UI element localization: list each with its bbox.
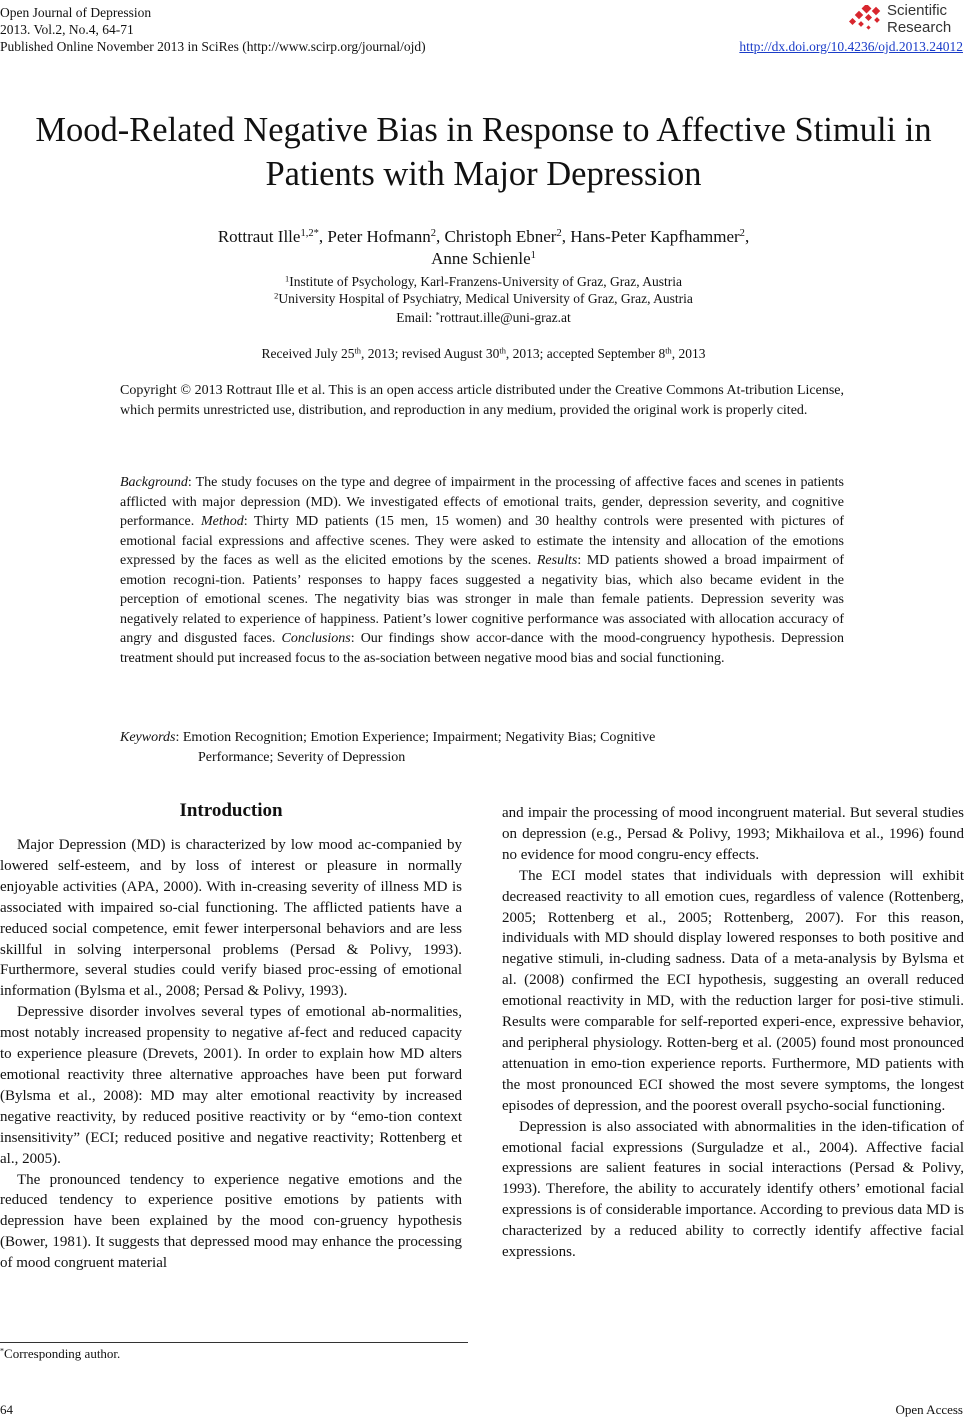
page-number: 64	[0, 1402, 13, 1417]
date-revised: , 2013; revised August 30	[361, 346, 500, 361]
email-address: rottraut.ille@uni-graz.at	[439, 310, 571, 325]
doi-link[interactable]: http://dx.doi.org/10.4236/ojd.2013.24012	[739, 39, 963, 54]
keywords-label: Keywords	[120, 730, 176, 745]
affiliation-2-sup: 2	[274, 291, 279, 301]
email-line	[0, 308, 967, 328]
keywords	[120, 728, 844, 767]
paragraph: The pronounced tendency to experience negative emotions and the reduced tendency to experience positive emotions by patients with depression have been explained by the mood con-gruency hypothesis (Bower, 1981). It suggests that depressed mood may enhance the processing of mood congruent material	[0, 1171, 462, 1272]
paper-title	[0, 108, 967, 196]
scientific-research-logo-icon	[849, 5, 885, 35]
author-1-sup: 1,2*	[300, 228, 319, 240]
abstract-results-label: Results	[536, 553, 578, 568]
logo-line1: Scientific	[887, 2, 948, 19]
left-column	[0, 835, 462, 1274]
affiliation-2	[0, 289, 967, 309]
email-sup: *	[435, 310, 440, 320]
affiliation-1-text: Institute of Psychology, Karl-Franzens-University of Graz, Graz, Austria	[289, 274, 682, 289]
footnote-text: Corresponding author.	[4, 1346, 121, 1361]
author-1: Rottraut Ille	[217, 227, 301, 246]
title-line1: Mood-Related Negative Bias in Response to Affective Stimuli in	[35, 111, 932, 149]
footnote-rule	[0, 1342, 468, 1343]
date-sup-1: th	[354, 346, 361, 356]
date-year: , 2013	[671, 346, 706, 361]
keywords-line1: : Emotion Recognition; Emotion Experience; Impairment; Negativity Bias; Cognitive	[175, 730, 656, 745]
author-4-comma: ,	[744, 227, 750, 246]
email-label: Email:	[396, 310, 436, 325]
paragraph: The ECI model states that individuals with depression will exhibit decreased reactivity to all emotion cues, regardless of valence (Rottenberg, 2005; Rottenberg et al., 2005; Rottenberg, 2007). For this reason, individuals with MD should display lowered responses to both positive and negative stimuli, in-cluding sadness. Data of a meta-analysis by Bylsma et al. (2008) confirmed the ECI hypothesis, suggesting an overall reduced emotional reactivity in MD, with the reduction larger for posi-tive stimuli. Results were comparable for self-reported experi-ence, expressive behavior, and peripheral physiology. Rotten-berg et al. (2005) found most pronounced attenuation in emo-tion experience reports. Furthermore, MD patients with the most pronounced ECI showed the most severe symptoms, the longest episodes of depression, and the poorest overall psycho-social functioning.	[502, 867, 964, 1114]
affiliation-2-text: University Hospital of Psychiatry, Medical University of Graz, Graz, Austria	[278, 291, 693, 306]
abstract-background: : The study focuses on the type and degree of impairment in the processing of affective faces and scenes in patients afflicted with major depression (MD). We investigated effects of emotional traits, gender, depression severity, and cognitive performance.	[120, 475, 844, 529]
authors	[0, 226, 967, 270]
footnote-sup: *	[0, 1346, 5, 1356]
abstract-method: : Thirty MD patients (15 men, 15 women) and 30 healthy controls were presented with pictures of emotional facial expressions and affective scenes. They were asked to estimate the intensity and allocation of the emotions expressed by the faces as well as the elicited emotions by the scenes.	[120, 514, 844, 568]
date-received: Received July 25	[261, 346, 355, 361]
abstract-conclusions: : Our findings show accor-dance with the mood-congruency hypothesis. Depression treatment should put increased focus to the as-sociation between negative mood bias and social functioning.	[120, 631, 844, 666]
journal-volume: 2013. Vol.2, No.4, 64-71	[0, 22, 134, 37]
date-sup-2: th	[499, 346, 506, 356]
section-heading-introduction: Introduction	[179, 800, 283, 821]
journal-name: Open Journal of Depression	[0, 5, 152, 20]
affiliation-1-sup: 1	[285, 274, 290, 284]
footnote	[0, 1346, 120, 1362]
received-dates	[0, 344, 967, 364]
date-accepted: , 2013; accepted September 8	[505, 346, 666, 361]
copyright-notice: Copyright © 2013 Rottraut Ille et al. This is an open access article distributed under the Creative Commons At-tribution License, which permits unrestricted use, distribution, and reproduction in any medium, provided the original work is properly cited.	[120, 383, 844, 418]
author-4-sup: 2	[739, 228, 745, 240]
date-sup-3: th	[665, 346, 672, 356]
paragraph: Depressive disorder involves several types of emotional ab-normalities, most notably increased propensity to negative af-fect and reduced capacity to experience pleasure (Drevets, 2001). In order to explain how MD alters emotional reactivity three alternative approaches have been put forward (Bylsma et al., 2008): MD may alter emotional reactivity by increased negative reactivity, by reduced positive reactivity or by “emo-tion context insensitivity” (ECI; reduced positive and negative reactivity; Rottenberg et al., 2005).	[0, 1004, 462, 1167]
paragraph: Depression is also associated with abnormalities in the iden-tification of emotional facial expressions (Surguladze et al., 2004). Affective facial expressions are salient features in social interactions (Persad & Polivy, 1993). Therefore, the ability to accurately identify others’ emotional facial expressions is of considerable importance. According to previous data MD is characterized by a reduced ability to correctly identify affective facial expressions.	[502, 1118, 964, 1261]
abstract-method-label: Method	[200, 514, 244, 529]
author-4: , Hans-Peter Kapfhammer	[561, 227, 740, 246]
footer-open-access: Open Access	[895, 1402, 963, 1417]
author-2-sup: 2	[430, 228, 437, 240]
paragraph: and impair the processing of mood incongruent material. But several studies on depression (e.g., Persad & Polivy, 1993; Mikhailova et al., 1996) found no evidence for mood congru-ency effects.	[502, 805, 964, 863]
abstract-conclusions-label: Conclusions	[281, 631, 351, 646]
author-5: Anne Schienle	[431, 249, 531, 268]
paragraph: Major Depression (MD) is characterized by low mood ac-companied by lowered self-esteem, and by loss of interest or pleasure in normally enjoyable activities (APA, 2000). With in-creasing severity of illness MD is associated with impaired so-cial functioning. The afflicted patients have a reduced social competence, emit fewer interpersonal behaviors and are less skillful in solving interpersonal problems (Persad & Polivy, 1993). Furthermore, several studies could verify biased proc-essing of emotional information (Bylsma et al., 2008; Persad & Polivy, 1993).	[0, 837, 462, 1000]
abstract-results: : MD patients showed a broad impairment of emotion recogni-tion. Patients’ responses to happy faces suggested a negativity bias, which also became evident in the perception of emotional scenes. The negativity bias was stronger in male than female patients. Depression severity was negatively related to experience of happiness. Patient’s lower cognitive performance was associated with allocation accuracy of angry and disgusted faces.	[120, 553, 844, 646]
right-column	[502, 803, 964, 1263]
author-2: , Peter Hofmann	[318, 227, 431, 246]
logo-line2: Research	[887, 19, 952, 36]
author-5-sup: 1	[530, 250, 536, 262]
keywords-line2: Performance; Severity of Depression	[198, 749, 406, 765]
published-online: Published Online November 2013 in SciRes (http://www.scirp.org/journal/ojd)	[0, 39, 426, 54]
title-line2: Patients with Major Depression	[265, 155, 702, 193]
author-3: , Christoph Ebner	[436, 227, 557, 246]
abstract-background-label: Background	[120, 475, 188, 490]
publisher-logo	[849, 2, 959, 42]
abstract	[120, 473, 844, 668]
author-3-sup: 2	[556, 228, 562, 240]
